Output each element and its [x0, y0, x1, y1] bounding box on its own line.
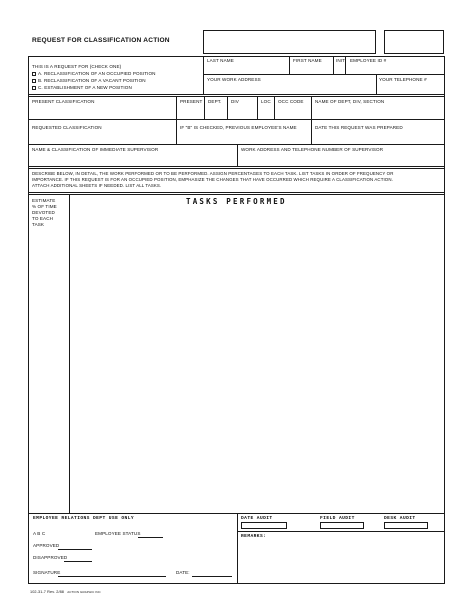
top-box-left[interactable] [203, 30, 376, 54]
loc-label: LOC [261, 99, 271, 104]
initial-label: INIT [336, 58, 346, 63]
telephone-label: YOUR TELEPHONE # [379, 77, 427, 82]
abc-label: A B C [33, 531, 46, 536]
instructions-line-3: ATTACH ADDITIONAL SHEETS IF NEEDED. LIST ALL TASKS. [32, 183, 162, 188]
divider [227, 96, 228, 119]
estimate-label-2: % OF TIME [32, 204, 57, 209]
disapproved-label: DISAPPROVED [33, 555, 68, 560]
field-audit-label: FIELD AUDIT [320, 516, 355, 521]
option-b-letter: B. [38, 78, 43, 83]
requested-classification-label: REQUESTED CLASSIFICATION [32, 125, 102, 130]
desk-audit-label: DESK AUDIT [384, 516, 416, 521]
form-number [30, 590, 101, 596]
initial-field[interactable] [334, 63, 345, 74]
employee-status-label: EMPLOYEE STATUS [95, 531, 141, 536]
printer-text: ACTION GRAPHIC INC [67, 590, 101, 594]
option-c-label: ESTABLISHMENT OF A NEW POSITION [44, 85, 132, 90]
tasks-performed-field[interactable] [70, 207, 444, 512]
approved-line[interactable] [58, 549, 92, 550]
first-name-field[interactable] [290, 63, 333, 74]
divider [176, 96, 177, 119]
request-type-heading: THIS IS A REQUEST FOR (CHECK ONE) [32, 64, 122, 69]
disapproved-line[interactable] [64, 561, 92, 562]
date-audit-label: DATE AUDIT [241, 516, 273, 521]
previous-employee-label: IF "B" IS CHECKED, PREVIOUS EMPLOYEE'S NAME [180, 125, 297, 130]
employee-id-field[interactable] [346, 63, 444, 74]
supervisor-address-field[interactable] [238, 153, 444, 166]
divider [274, 96, 275, 119]
divider [237, 531, 445, 532]
employee-status-line[interactable] [138, 537, 163, 538]
desk-audit-box[interactable] [384, 522, 428, 529]
work-address-field[interactable] [204, 82, 376, 94]
divider [28, 94, 445, 95]
form-number-text: 102-31-7 Rev. 2/88 [30, 590, 65, 594]
first-name-label: FIRST NAME [293, 58, 322, 63]
requested-classification-field[interactable] [29, 131, 176, 144]
employee-relations-heading: EMPLOYEE RELATIONS DEPT USE ONLY [33, 516, 135, 521]
remarks-field[interactable] [238, 540, 444, 583]
present-classification-field[interactable] [29, 105, 176, 119]
divider [257, 96, 258, 119]
divider [28, 166, 445, 167]
work-address-label: YOUR WORK ADDRESS [207, 77, 261, 82]
approved-label: APPROVED [33, 543, 60, 548]
divider [28, 168, 445, 169]
option-a-label: RECLASSIFICATION OF AN OCCUPIED POSITION [43, 71, 156, 76]
tasks-performed-heading: TASKS PERFORMED [186, 197, 287, 206]
date-prepared-label: DATE THIS REQUEST WAS PREPARED [315, 125, 403, 130]
option-a-checkbox[interactable] [32, 72, 36, 76]
divider [203, 74, 445, 75]
dept-name-field[interactable] [312, 105, 444, 119]
option-c[interactable] [32, 85, 132, 91]
estimate-label-4: TO EACH [32, 216, 54, 221]
instructions-line-1: DESCRIBE BELOW, IN DETAIL, THE WORK PERFORMED OR TO BE PERFORMED. ASSIGN PERCENTAGES TO EACH TASK. LIST TASKS IN ORDER OF FREQUENCY OR [32, 171, 394, 176]
signature-label: SIGNATURE [33, 570, 61, 575]
div-label: DIV [231, 99, 239, 104]
present-classification-label: PRESENT CLASSIFICATION [32, 99, 95, 104]
option-a[interactable] [32, 71, 156, 77]
date-label: DATE: [176, 570, 190, 575]
divider [28, 119, 445, 120]
dept-name-label: NAME OF DEPT, DIV, SECTION [315, 99, 385, 104]
field-audit-box[interactable] [320, 522, 364, 529]
divider [28, 192, 445, 193]
remarks-label: REMARKS: [241, 534, 267, 539]
estimate-label-3: DEVOTED [32, 210, 55, 215]
last-name-field[interactable] [204, 63, 289, 74]
supervisor-name-field[interactable] [29, 153, 237, 166]
telephone-field[interactable] [377, 82, 444, 94]
instructions-line-2: IMPORTANCE. IF THIS REQUEST IS FOR AN OCCUPIED POSITION, EMPHASIZE THE CHANGES THAT HAVE OCCURRED WHICH REQUIRE A CLASSIFICATION ACTION. [32, 177, 393, 182]
divider [28, 194, 445, 195]
form-title: REQUEST FOR CLASSIFICATION ACTION [32, 37, 170, 44]
option-b-label: RECLASSIFICATION OF A VACANT POSITION [43, 78, 146, 83]
signature-line[interactable] [58, 576, 166, 577]
date-prepared-field[interactable] [312, 131, 444, 144]
date-line[interactable] [192, 576, 232, 577]
option-b-checkbox[interactable] [32, 79, 36, 83]
supervisor-name-label: NAME & CLASSIFICATION OF IMMEDIATE SUPERVISOR [32, 147, 159, 152]
last-name-label: LAST NAME [207, 58, 234, 63]
present-label: PRESENT [180, 99, 203, 104]
occ-code-label: OCC CODE [278, 99, 304, 104]
previous-employee-field[interactable] [177, 131, 311, 144]
estimate-label-1: ESTIMATE [32, 198, 56, 203]
option-c-checkbox[interactable] [32, 86, 36, 90]
top-box-right[interactable] [384, 30, 444, 54]
supervisor-address-label: WORK ADDRESS AND TELEPHONE NUMBER OF SUPERVISOR [241, 147, 384, 152]
employee-id-label: EMPLOYEE ID # [350, 58, 387, 63]
option-c-letter: C. [38, 85, 43, 90]
date-audit-box[interactable] [241, 522, 287, 529]
divider [204, 96, 205, 119]
option-b[interactable] [32, 78, 146, 84]
estimate-label-5: TASK [32, 222, 45, 227]
estimate-column-field[interactable] [29, 230, 69, 512]
dept-label: DEPT. [208, 99, 222, 104]
divider [28, 96, 445, 97]
option-a-letter: A. [38, 71, 43, 76]
